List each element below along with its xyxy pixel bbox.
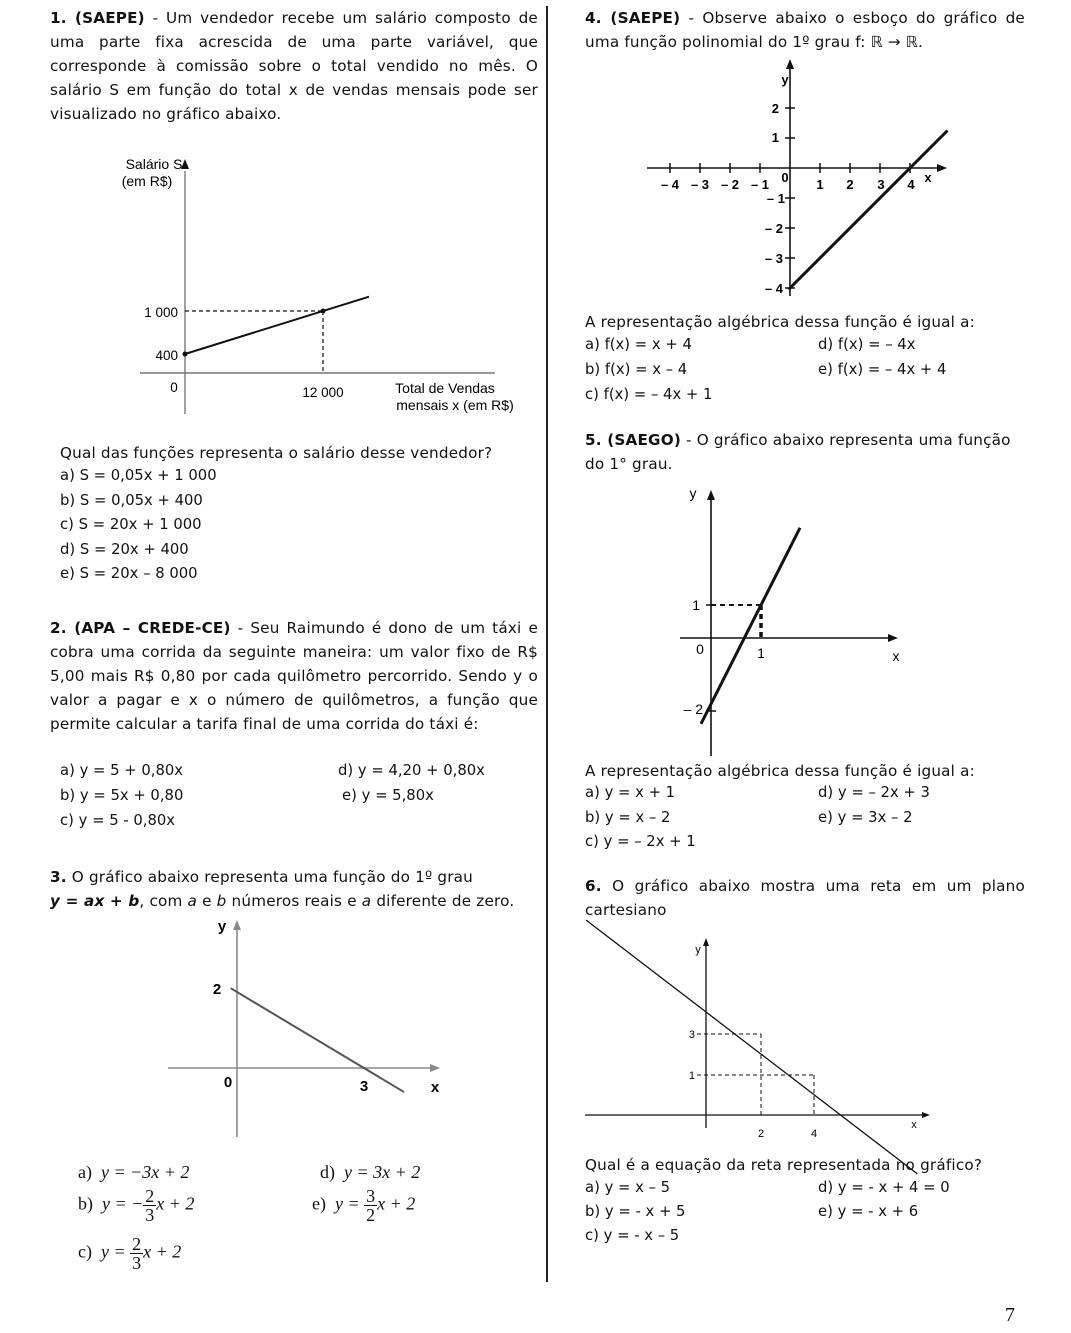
question-3-line-1: [50, 865, 538, 889]
salary-chart-x-label-2: mensais x (em R$): [396, 397, 514, 413]
option-text: y = 5 + 0,80x: [79, 762, 184, 779]
question-1-option-b[interactable]: [60, 492, 217, 517]
salary-chart-line: [185, 297, 369, 354]
question-3-line-2: [50, 889, 538, 913]
fraction-denominator: 3: [145, 1205, 155, 1225]
option-text: y = x – 5: [604, 1179, 671, 1196]
question-3: [50, 865, 538, 1273]
option-letter: b): [585, 1203, 601, 1220]
q4-chart-x-tick-neg4: – 4: [660, 177, 680, 192]
q3-chart-x-label: x: [430, 1079, 440, 1096]
salary-chart-y-label-2: (em R$): [121, 173, 173, 189]
q4-chart-x-tick-3: 3: [877, 177, 885, 192]
question-4-option-a[interactable]: [585, 336, 692, 353]
option-letter: e): [60, 565, 75, 582]
question-4-question: A representação algébrica dessa função é igual a:: [585, 313, 975, 331]
option-letter: c): [60, 516, 74, 533]
question-3-option-a[interactable]: [78, 1162, 189, 1183]
question-6: [585, 874, 1025, 1244]
option-text: S = 20x + 400: [79, 540, 189, 558]
q5-chart-x-arrow: [888, 634, 898, 642]
option-text: y = x – 2: [604, 809, 671, 826]
question-2-option-e[interactable]: [342, 787, 434, 804]
question-2-option-c[interactable]: [60, 812, 175, 829]
salary-chart-origin: 0: [170, 380, 178, 395]
option-letter: d): [60, 540, 76, 558]
var-a: a: [361, 892, 372, 910]
question-1-option-e[interactable]: [60, 565, 217, 590]
question-6-option-c[interactable]: [585, 1227, 679, 1244]
option-letter: e): [312, 1193, 326, 1214]
option-text: y = 3x – 2: [837, 809, 913, 826]
q6-chart-y-arrow: [703, 938, 709, 946]
question-6-option-b[interactable]: [585, 1203, 685, 1220]
q4-chart-x-tick-neg3: – 3: [690, 177, 710, 192]
question-1-option-d[interactable]: [60, 541, 217, 566]
option-text: y = – 2x + 1: [603, 833, 696, 850]
option-text: y = - x + 4 = 0: [837, 1179, 950, 1196]
option-letter: b): [585, 809, 601, 826]
q3-chart-y-arrow: [233, 920, 241, 930]
option-letter: c): [585, 833, 599, 850]
question-4-option-b[interactable]: [585, 361, 687, 378]
question-4-option-c[interactable]: [585, 386, 712, 403]
question-4-source: (SAEPE): [610, 9, 681, 27]
question-5: [585, 428, 1025, 850]
q6-chart-y-tick-1: 1: [688, 1070, 695, 1082]
option-text: y =: [334, 1193, 365, 1214]
question-3-option-d[interactable]: [320, 1162, 420, 1183]
option-letter: d): [818, 784, 834, 801]
option-text: y = x + 1: [604, 784, 676, 801]
option-text: y = 3x + 2: [344, 1162, 421, 1182]
question-5-option-a[interactable]: [585, 784, 675, 801]
question-5-option-e[interactable]: [818, 809, 913, 826]
question-6-option-e[interactable]: [818, 1203, 918, 1220]
question-1-options: [60, 467, 217, 590]
question-6-option-a[interactable]: [585, 1179, 670, 1196]
q4-chart-y-tick-neg1: – 1: [766, 191, 785, 206]
option-text: y = 5x + 0,80: [79, 787, 184, 804]
question-5-option-c[interactable]: [585, 833, 696, 850]
option-letter: e): [342, 787, 357, 804]
option-text: x + 2: [156, 1193, 195, 1214]
var-a: a: [187, 892, 198, 910]
page-number: 7: [1005, 1304, 1015, 1326]
option-letter: a): [585, 1179, 600, 1196]
option-letter: a): [60, 467, 75, 484]
q6-chart-x-arrow: [922, 1112, 930, 1118]
q4-chart-y-tick-neg2: – 2: [764, 221, 783, 236]
q4-chart-x-tick-2: 2: [846, 177, 854, 192]
q4-chart-x-label: x: [924, 170, 932, 185]
q3-chart-x-tick-3: 3: [359, 1078, 369, 1095]
q5-chart-y-label: y: [689, 485, 697, 501]
q5-chart: [670, 478, 930, 768]
question-2-text: - Seu Raimundo é dono de um táxi e cobra uma corrida da seguinte maneira: um valor fixo de R$ 5,00 mais R$ 0,80 por cada quilômetro percorrido. Sendo y o valor a pagar e x o número de quilômetros, a função que permite calcular a tarifa final de uma corrida do táxi é:: [50, 619, 538, 733]
question-1-text: - Um vendedor recebe um salário composto de uma parte fixa acrescida de uma parte variável, que corresponde à comissão sobre o total vendido no mês. O salário S em função do total x de vendas mensais pode ser visualizado no gráfico abaixo.: [50, 9, 538, 123]
q3-chart-origin: 0: [223, 1074, 233, 1091]
q3-chart-y-label: y: [217, 918, 227, 935]
q6-chart-x-label: x: [911, 1119, 917, 1131]
question-2-option-b[interactable]: [60, 787, 183, 804]
option-text: S = 0,05x + 400: [79, 491, 203, 509]
option-text: f(x) = x – 4: [604, 361, 688, 378]
question-2: [50, 616, 538, 829]
q3-chart-x-arrow: [430, 1064, 440, 1072]
option-text: y = 4,20 + 0,80x: [357, 762, 485, 779]
fraction-numerator: 2: [145, 1186, 155, 1206]
option-text: y = - x + 6: [837, 1203, 919, 1220]
question-1-stem: [50, 6, 538, 126]
text-part: , com: [139, 892, 188, 910]
salary-chart: [90, 151, 520, 431]
option-letter: e): [818, 1203, 833, 1220]
question-2-stem: [50, 616, 538, 736]
question-1-question: Qual das funções representa o salário desse vendedor?: [60, 444, 493, 462]
option-letter: a): [60, 762, 75, 779]
question-5-stem: [585, 428, 1025, 476]
q4-chart-y-tick-neg4: – 4: [764, 281, 783, 296]
option-text: y = 5,80x: [361, 787, 434, 804]
question-4: [585, 6, 1025, 403]
option-text: S = 20x – 8 000: [79, 565, 198, 582]
q6-chart-y-label: y: [695, 944, 701, 956]
question-1-source: (SAEPE): [74, 9, 145, 27]
question-4-option-d[interactable]: [818, 336, 915, 353]
q4-chart-y-tick-neg3: – 3: [764, 251, 783, 266]
q4-chart: [645, 58, 965, 308]
text-part: e: [197, 892, 217, 910]
question-6-number: 6.: [585, 877, 602, 895]
option-letter: c): [78, 1241, 92, 1262]
option-letter: d): [320, 1162, 335, 1182]
q5-chart-y-tick-1: 1: [692, 597, 700, 613]
question-5-text: - O gráfico abaixo representa uma função do 1° grau.: [585, 431, 1011, 473]
question-6-option-d[interactable]: [818, 1179, 950, 1196]
option-text: S = 20x + 1 000: [78, 516, 202, 533]
option-letter: a): [585, 784, 600, 801]
option-text: y =: [100, 1241, 131, 1262]
option-letter: b): [60, 491, 76, 509]
q4-chart-x-tick-1: 1: [816, 177, 824, 192]
option-text: y = – 2x + 3: [837, 784, 930, 801]
q4-chart-origin: 0: [781, 170, 789, 185]
option-letter: b): [60, 787, 76, 804]
question-3-option-e[interactable]: [312, 1187, 415, 1224]
option-text: y = - x + 5: [604, 1203, 686, 1220]
q5-chart-x-tick-1: 1: [757, 645, 765, 661]
option-text: f(x) = – 4x: [837, 336, 916, 353]
q3-chart: [160, 915, 460, 1145]
q4-chart-x-tick-4: 4: [907, 177, 915, 192]
q3-chart-line: [231, 988, 404, 1092]
q4-chart-x-tick-neg1: – 1: [750, 177, 770, 192]
fraction-denominator: 3: [132, 1253, 142, 1273]
option-letter: e): [818, 361, 833, 378]
option-letter: d): [818, 1179, 834, 1196]
salary-chart-point-start: [183, 352, 188, 357]
question-4-text: - Observe abaixo o esboço do gráfico de uma função polinomial do 1º grau f: ℝ → ℝ.: [585, 9, 1025, 51]
question-3-option-c[interactable]: [78, 1235, 181, 1272]
question-5-number: 5.: [585, 431, 602, 449]
salary-chart-point-end: [321, 309, 326, 314]
question-3-text-1: O gráfico abaixo representa uma função do 1º grau: [66, 868, 473, 886]
question-1: [50, 6, 538, 582]
question-3-option-b[interactable]: [78, 1187, 194, 1224]
question-5-option-b[interactable]: [585, 809, 670, 826]
salary-chart-y-tick-1000: 1 000: [144, 305, 178, 320]
q4-chart-y-label: y: [781, 72, 789, 87]
q6-chart-y-tick-3: 3: [688, 1029, 695, 1041]
option-text: y = −: [102, 1193, 144, 1214]
salary-chart-y-tick-400: 400: [155, 348, 178, 363]
option-letter: d): [338, 762, 354, 779]
option-text: y = 5 - 0,80x: [78, 812, 176, 829]
q6-chart-line: [586, 920, 917, 1174]
q5-chart-line: [701, 528, 800, 724]
question-5-question: A representação algébrica dessa função é igual a:: [585, 762, 975, 780]
text-part: diferente de zero.: [371, 892, 515, 910]
q4-chart-line: [789, 131, 948, 290]
q5-chart-origin: 0: [696, 641, 704, 657]
text-part: números reais e: [226, 892, 362, 910]
equation-form: y = ax + b: [50, 892, 140, 910]
q4-chart-y-tick-2: 2: [771, 101, 779, 116]
salary-chart-y-label-1: Salário S: [125, 156, 183, 172]
fraction-denominator: 2: [366, 1205, 376, 1225]
column-divider: [546, 6, 548, 1282]
option-letter: b): [585, 361, 601, 378]
q4-chart-y-tick-1: 1: [771, 130, 779, 145]
question-5-source: (SAEGO): [607, 431, 681, 449]
question-4-stem: [585, 6, 1025, 54]
option-text: y = - x – 5: [603, 1227, 680, 1244]
option-text: S = 0,05x + 1 000: [79, 467, 217, 484]
option-text: f(x) = x + 4: [604, 336, 692, 353]
option-text: x + 2: [143, 1241, 182, 1262]
q6-chart-x-tick-4: 4: [810, 1128, 818, 1140]
question-6-text: O gráfico abaixo mostra uma reta em um plano cartesiano: [585, 877, 1025, 919]
option-letter: a): [78, 1162, 92, 1182]
option-letter: c): [60, 812, 74, 829]
q6-chart: [585, 930, 925, 1150]
option-letter: e): [818, 809, 833, 826]
q4-chart-y-arrow: [786, 59, 794, 69]
option-text: y = −3x + 2: [100, 1162, 190, 1182]
question-1-number: 1.: [50, 9, 67, 27]
question-1-option-c[interactable]: [60, 516, 217, 541]
question-2-source: (APA – CREDE-CE): [74, 619, 231, 637]
q6-chart-x-tick-2: 2: [757, 1128, 765, 1140]
salary-chart-x-tick-12000: 12 000: [302, 385, 344, 400]
q5-chart-y-tick-neg2: – 2: [683, 701, 703, 717]
option-letter: d): [818, 336, 834, 353]
option-text: f(x) = – 4x + 4: [837, 361, 947, 378]
question-4-number: 4.: [585, 9, 602, 27]
question-6-stem: [585, 874, 1025, 922]
question-5-option-d[interactable]: [818, 784, 930, 801]
option-text: x + 2: [377, 1193, 416, 1214]
question-1-option-a[interactable]: [60, 467, 217, 492]
question-3-number: 3.: [50, 868, 67, 886]
q4-chart-x-arrow: [937, 164, 947, 172]
question-4-option-e[interactable]: [818, 361, 946, 378]
q5-chart-y-arrow: [707, 490, 715, 500]
option-letter: c): [585, 386, 599, 403]
fraction-numerator: 2: [132, 1234, 142, 1254]
q4-chart-x-tick-neg2: – 2: [720, 177, 740, 192]
option-letter: a): [585, 336, 600, 353]
q3-chart-y-tick-2: 2: [212, 981, 222, 998]
var-b: b: [216, 892, 227, 910]
question-2-option-a[interactable]: [60, 762, 183, 779]
salary-chart-x-label-1: Total de Vendas: [395, 380, 495, 396]
q5-chart-x-label: x: [892, 648, 900, 664]
option-letter: b): [78, 1193, 93, 1214]
question-6-question: Qual é a equação da reta representada no gráfico?: [585, 1156, 983, 1174]
option-text: f(x) = – 4x + 1: [603, 386, 713, 403]
question-2-option-d[interactable]: [338, 762, 485, 779]
question-2-number: 2.: [50, 619, 67, 637]
fraction-numerator: 3: [366, 1186, 376, 1206]
option-letter: c): [585, 1227, 599, 1244]
